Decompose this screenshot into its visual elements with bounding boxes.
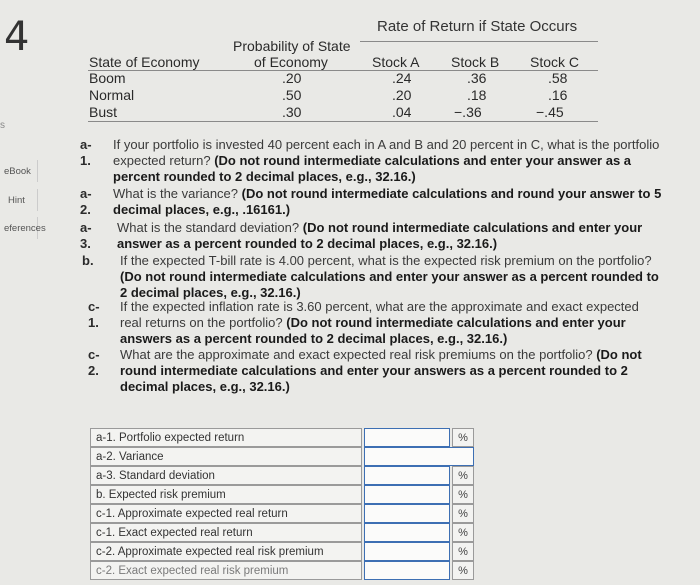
question-a3-label: a-3.: [80, 220, 92, 251]
ebook-button[interactable]: eBook: [0, 160, 38, 182]
question-c1-text: [120, 299, 655, 347]
row-normal-c: .16: [548, 87, 568, 103]
table-bottom-rule: [88, 121, 598, 122]
question-b-body: If the expected T-bill rate is 4.00 percent, what is the expected risk premium on the portfolio?: [120, 253, 652, 268]
row-boom-b: .36: [467, 70, 487, 86]
question-a2-text: [113, 186, 663, 218]
question-c2-text: [120, 347, 655, 395]
header-probability-line1: Probability of State: [233, 38, 351, 54]
row-normal-a: .20: [392, 87, 412, 103]
answer-row-c1-exact: [90, 523, 475, 542]
answer-row-b: [90, 485, 475, 504]
question-c2-body: What are the approximate and exact expected real risk premiums on the portfolio?: [120, 347, 593, 362]
header-state: State of Economy: [89, 54, 200, 70]
input-approximate-real-risk-premium[interactable]: [364, 542, 450, 561]
question-b-instruction: (Do not round intermediate calculations and enter your answer as a percent rounded to 2 decimal places, e.g., 32.16.): [120, 269, 659, 300]
answer-row-c2-approx: [90, 542, 475, 561]
question-a1-body: If your portfolio is invested 40 percent each in A and B and 20 percent in C, what is the portfolio expected return?: [113, 137, 660, 168]
percent-unit: %: [452, 561, 474, 580]
question-number: 4: [4, 14, 30, 60]
question-c2-instruction: (Do not round intermediate calculations and enter your answers as a percent rounded to 2 decimal places, e.g., 32.16.): [120, 347, 642, 394]
answer-table: [90, 425, 475, 585]
percent-unit: %: [452, 542, 474, 561]
row-bust-a: .04: [392, 104, 412, 120]
answer-row-a2: [90, 447, 475, 466]
row-bust-c: −.45: [536, 104, 564, 120]
input-standard-deviation[interactable]: [364, 466, 450, 485]
row-normal-b: .18: [467, 87, 487, 103]
question-a2-instruction: (Do not round intermediate calculations and round your answer to 5 decimal places, e.g., .16161.): [113, 186, 662, 217]
input-variance[interactable]: [364, 447, 474, 466]
answer-label-a1: a-1. Portfolio expected return: [90, 428, 362, 447]
question-a2-label: a-2.: [80, 186, 92, 217]
input-expected-risk-premium[interactable]: [364, 485, 450, 504]
input-exact-real-return[interactable]: [364, 523, 450, 542]
question-a3-body: What is the standard deviation?: [117, 220, 300, 235]
answer-row-c2-exact: [90, 561, 475, 580]
answer-label-c1-exact: c-1. Exact expected real return: [90, 523, 362, 542]
hint-button[interactable]: Hint: [0, 189, 38, 211]
header-stock-c: Stock C: [530, 54, 580, 70]
row-normal-prob: .50: [282, 87, 302, 103]
table-title: Rate of Return if State Occurs: [377, 18, 578, 35]
question-a1-text: [113, 137, 663, 185]
answer-label-c2-approx: c-2. Approximate expected real risk premium: [90, 542, 362, 561]
header-stock-a: Stock A: [372, 54, 420, 70]
header-stock-b: Stock B: [451, 54, 500, 70]
percent-unit: %: [452, 523, 474, 542]
question-a1-label: a-1.: [80, 137, 92, 168]
answer-row-a1: [90, 428, 475, 447]
answer-label-b: b. Expected risk premium: [90, 485, 362, 504]
row-boom-prob: .20: [282, 70, 302, 86]
question-c2-label: c-2.: [88, 347, 100, 378]
answer-label-c2-exact: c-2. Exact expected real risk premium: [90, 561, 362, 580]
question-a3-text: [117, 220, 667, 252]
question-b-label: b.: [82, 253, 94, 268]
row-boom-state: Boom: [89, 70, 126, 86]
answer-row-a3: [90, 466, 475, 485]
answer-label-a2: a-2. Variance: [90, 447, 362, 466]
input-exact-real-risk-premium[interactable]: [364, 561, 450, 580]
question-c1-label: c-1.: [88, 299, 100, 330]
row-normal-state: Normal: [89, 87, 135, 103]
row-bust-state: Bust: [89, 104, 118, 120]
question-a1-instruction: (Do not round intermediate calculations and enter your answer as a percent rounded to 2 decimal places, e.g., 32.16.): [113, 153, 632, 184]
row-bust-b: −.36: [454, 104, 482, 120]
table-title-rule: [360, 41, 598, 42]
input-approximate-real-return[interactable]: [364, 504, 450, 523]
row-boom-c: .58: [548, 70, 568, 86]
answer-label-c1-approx: c-1. Approximate expected real return: [90, 504, 362, 523]
percent-unit: %: [452, 485, 474, 504]
question-b-text: [120, 253, 660, 301]
percent-unit: %: [452, 504, 474, 523]
question-a3-instruction: (Do not round intermediate calculations and enter your answer as a percent rounded to 2 decimal places, e.g., 32.16.): [117, 220, 643, 251]
table-header-rule: [88, 70, 598, 71]
question-c1-instruction: (Do not round intermediate calculations and enter your answers as a percent rounded to 2 decimal places, e.g., 32.16.): [120, 315, 626, 346]
header-probability-line2: of Economy: [254, 54, 328, 70]
percent-unit: %: [452, 466, 474, 485]
answer-row-c1-approx: [90, 504, 475, 523]
answer-label-a3: a-3. Standard deviation: [90, 466, 362, 485]
question-c1-body: If the expected inflation rate is 3.60 percent, what are the approximate and exact expected real returns on the portfolio?: [120, 299, 639, 330]
row-boom-a: .24: [392, 70, 412, 86]
question-a2-body: What is the variance?: [113, 186, 239, 201]
percent-unit: %: [452, 428, 474, 447]
sidebar-s-label: s: [0, 120, 5, 131]
references-button[interactable]: eferences: [0, 217, 38, 239]
row-bust-prob: .30: [282, 104, 302, 120]
input-portfolio-expected-return[interactable]: [364, 428, 450, 447]
